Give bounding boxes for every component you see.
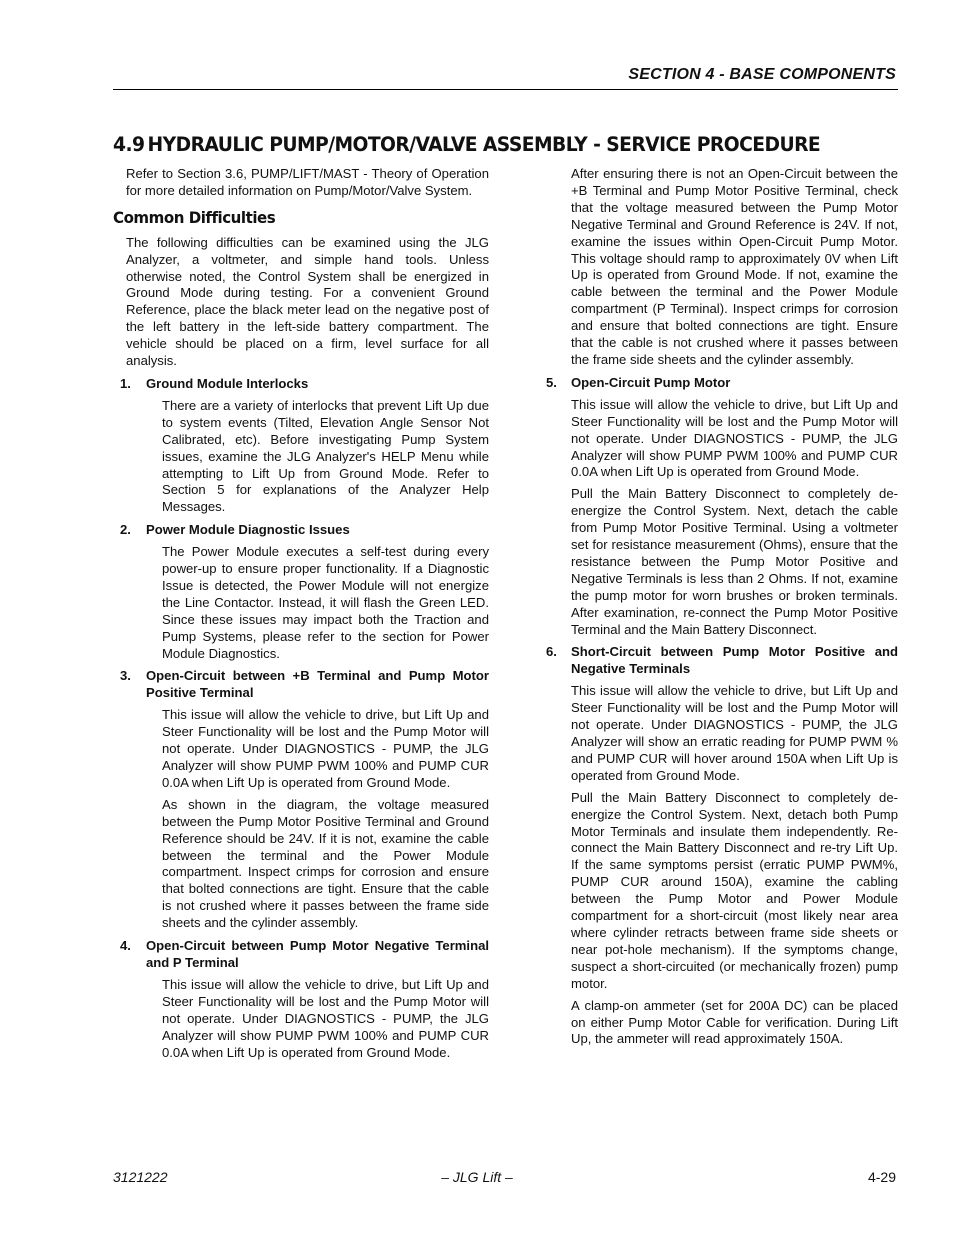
item-paragraph: This issue will allow the vehicle to drive, but Lift Up and Steer Functionality will be lost and the Pump Motor will not operate. Under DIAGNOSTICS - PUMP, the JLG Analyzer will show PUMP PWM 100% and PUMP CUR 0.0A when Lift Up is operated from Ground Mode. [162, 707, 489, 790]
section-heading [113, 133, 871, 156]
right-intro-paragraph: After ensuring there is not an Open-Circuit between the +B Terminal and Pump Motor Positive Terminal, check that the voltage measured between the Pump Motor Negative Terminal and Ground Reference is 24V. If not, examine the issues within Open-Circuit Pump Motor. This voltage should ramp to approximately 0V when Lift Up is operated from Ground Mode. If not, examine the cable between the terminal and the Power Module compartment (P Terminal). Inspect crimps for corrosion and ensure that bolted connections are tight. Ensure that the cable is not crushed where it passes between the frame side sheets and the cylinder assembly. [571, 166, 898, 367]
item-2 [120, 522, 489, 662]
right-column [546, 166, 898, 1053]
item-paragraph: As shown in the diagram, the voltage measured between the Pump Motor Positive Terminal and Ground Reference should be 24V. If it is not, examine the cable between the terminal and the Power Module compartment. Inspect crimps for corrosion and ensure that bolted connections are tight. Ensure that the cable is not crushed where it passes between the frame side sheets and the cylinder assembly. [162, 796, 489, 931]
common-difficulties-text: The following difficulties can be examined using the JLG Analyzer, a voltmeter, and simple hand tools. Unless otherwise noted, the Control System shall be energized in Ground Mode during testing. For a convenient Ground Reference, place the black meter lead on the negative post of the left battery in the left-side battery compartment. The vehicle should be placed on a firm, level surface for all analysis. [126, 234, 489, 369]
item-5 [546, 374, 898, 639]
section-number: 4.9 [113, 133, 145, 156]
item-number: 5. [546, 374, 557, 390]
item-paragraph: Pull the Main Battery Disconnect to completely de-energize the Control System. Next, detach both Pump Motor Terminals and insulate them independently. Re-connect the Main Battery Disconnect and re-try Lift Up. If the same symptoms persist (erratic PUMP PWM%, PUMP CUR around 150A), examine the cabling between the Pump Motor and Power Module compartment for a short-circuit (most likely near area where cylinder retracts between frame side sheets or near pot-hole mechanism). If the symptoms change, suspect a short-circuited (or mechanically frozen) pump motor. [571, 789, 898, 991]
item-4 [120, 938, 489, 1061]
item-paragraph: A clamp-on ammeter (set for 200A DC) can be placed on either Pump Motor Cable for verification. During Lift Up, the ammeter will read approximately 150A. [571, 997, 898, 1047]
item-title: Power Module Diagnostic Issues [146, 522, 350, 538]
item-number: 4. [120, 938, 131, 954]
item-paragraph: Pull the Main Battery Disconnect to completely de-energize the Control System. Next, detach the cable from Pump Motor Positive Terminal. Using a voltmeter set for resistance measurement (Ohms), ensure that the resistance between the Pump Motor Positive and Negative Terminals is less than 2 Ohms. If not, examine the pump motor for worn brushes or broken terminals. After examination, re-connect the Pump Motor Positive Terminal and the Main Battery Disconnect. [571, 486, 898, 637]
footer-brand: – JLG Lift – [441, 1169, 513, 1185]
item-title: Ground Module Interlocks [146, 375, 309, 391]
item-title: Open-Circuit between +B Terminal and Pump Motor Positive Terminal [146, 668, 489, 701]
item-number: 2. [120, 522, 131, 538]
item-title: Short-Circuit between Pump Motor Positive and Negative Terminals [571, 644, 898, 677]
item-title: Open-Circuit Pump Motor [571, 374, 731, 390]
item-number: 6. [546, 644, 557, 660]
footer-page-number: 4-29 [867, 1169, 896, 1185]
item-paragraph: This issue will allow the vehicle to drive, but Lift Up and Steer Functionality will be lost and the Pump Motor will not operate. Under DIAGNOSTICS - PUMP, the JLG Analyzer will show PUMP PWM 100% and PUMP CUR 0.0A when Lift Up is operated from Ground Mode. [162, 976, 489, 1060]
section-title: HYDRAULIC PUMP/MOTOR/VALVE ASSEMBLY - SERVICE PROCEDURE [147, 133, 821, 156]
item-3 [120, 668, 489, 932]
common-difficulties-heading: Common Difficulties [113, 207, 276, 227]
section-header: SECTION 4 - BASE COMPONENTS [628, 66, 896, 83]
item-paragraph: There are a variety of interlocks that prevent Lift Up due to system events (Tilted, Elevation Angle Sensor Not Calibrated, etc). Before investigating Pump System issues, examine the JLG Analyzer's HELP Menu while attempting to Lift Up from Ground Mode. Refer to Section 5 for explanations of the Analyzer Help Messages. [162, 397, 489, 515]
item-number: 1. [120, 375, 131, 391]
left-column [113, 166, 489, 1066]
item-title: Open-Circuit between Pump Motor Negative Terminal and P Terminal [146, 938, 489, 970]
item-paragraph: This issue will allow the vehicle to drive, but Lift Up and Steer Functionality will be lost and the Pump Motor will not operate. Under DIAGNOSTICS - PUMP, the JLG Analyzer will show PUMP PWM 100% and PUMP CUR 0.0A when Lift Up is operated from Ground Mode. [571, 396, 898, 480]
header-rule [113, 89, 898, 90]
item-paragraph: The Power Module executes a self-test during every power-up to ensure proper functionality. If a Diagnostic Issue is detected, the Power Module will not energize the Line Contactor. Instead, it will flash the Green LED. Since these issues may impact both the Traction and Pump Systems, please refer to the section for Power Module Diagnostics. [162, 544, 489, 661]
intro-paragraph: Refer to Section 3.6, PUMP/LIFT/MAST - Theory of Operation for more detailed information on Pump/Motor/Valve System. [126, 166, 489, 198]
item-6 [546, 644, 898, 1048]
item-1 [120, 375, 489, 516]
footer-doc-number: 3121222 [113, 1169, 168, 1185]
item-paragraph: This issue will allow the vehicle to drive, but Lift Up and Steer Functionality will be lost and the Pump Motor will not operate. Under DIAGNOSTICS - PUMP, the JLG Analyzer will show an erratic reading for PUMP PWM % and PUMP CUR will hover around 150A when Lift Up is operated from Ground Mode. [571, 683, 898, 783]
item-number: 3. [120, 668, 131, 684]
